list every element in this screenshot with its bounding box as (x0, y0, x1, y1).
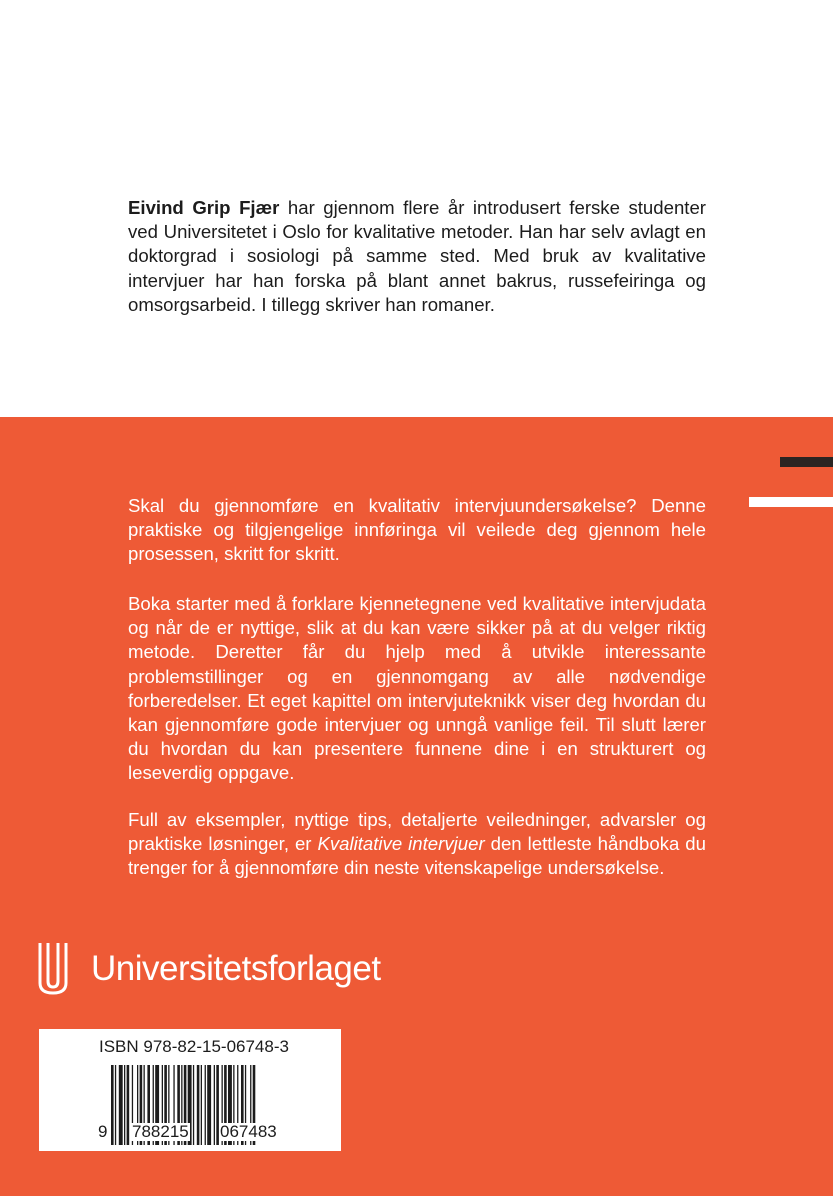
dark-accent-stripe (780, 457, 833, 467)
book-title: Kvalitative intervjuer (317, 833, 485, 855)
barcode-digits-right: 067483 (220, 1122, 277, 1141)
publisher-name: Universitetsforlaget (91, 949, 381, 988)
universitetsforlaget-u-logo-icon (38, 943, 68, 995)
back-cover-top (0, 0, 833, 417)
barcode-box (39, 1029, 341, 1151)
author-name: Eivind Grip Fjær (128, 197, 280, 218)
author-bio-text: har gjennom flere år introdusert ferske studenter ved Universitetet i Oslo for kvalitative metoder. Han har selv avlagt en doktorgrad i sosiologi på samme sted. Med bruk av kvalitative intervjuer har han forska på blant annet bakrus, russefeiringa og omsorgsarbeid. I tillegg skriver han romaner. (128, 197, 706, 315)
blurb-p3-start: Full av eksempler, nyttige tips, detaljerte veiledninger, advarsler og praktiske løsninger, er (128, 809, 706, 855)
barcode-digits-left: 788215 (132, 1122, 189, 1141)
blurb-p3-end: den lettleste håndboka du trenger for å gjennomføre din neste vitenskapelige undersøkelse. (128, 833, 706, 879)
blurb-paragraph-3 (128, 808, 706, 881)
author-bio (128, 196, 706, 317)
blurb-paragraph-2: Boka starter med å forklare kjennetegnene ved kvalitative intervjudata og når de er nyttige, slik at du kan være sikker på at du velger riktig metode. Deretter får du hjelp med å utvikle interessante problemstillinger og en gjennomgang av alle nødvendige forberedelser. Et eget kapittel om intervjuteknikk viser deg hvordan du kan gjennomføre gode intervjuer og unngå vanlige feil. Til slutt lærer du hvordan du kan presentere funnene dine i en strukturert og leseverdig oppgave. (128, 593, 706, 784)
isbn-label: ISBN 978-82-15-06748-3 (99, 1037, 289, 1056)
white-accent-stripe (749, 497, 833, 507)
blurb-paragraph-1: Skal du gjennomføre en kvalitativ intervjuundersøkelse? Denne praktiske og tilgjengelige innføringa vil veilede deg gjennom hele prosessen, skritt for skritt. (128, 495, 706, 565)
barcode-digit-first: 9 (98, 1122, 108, 1141)
